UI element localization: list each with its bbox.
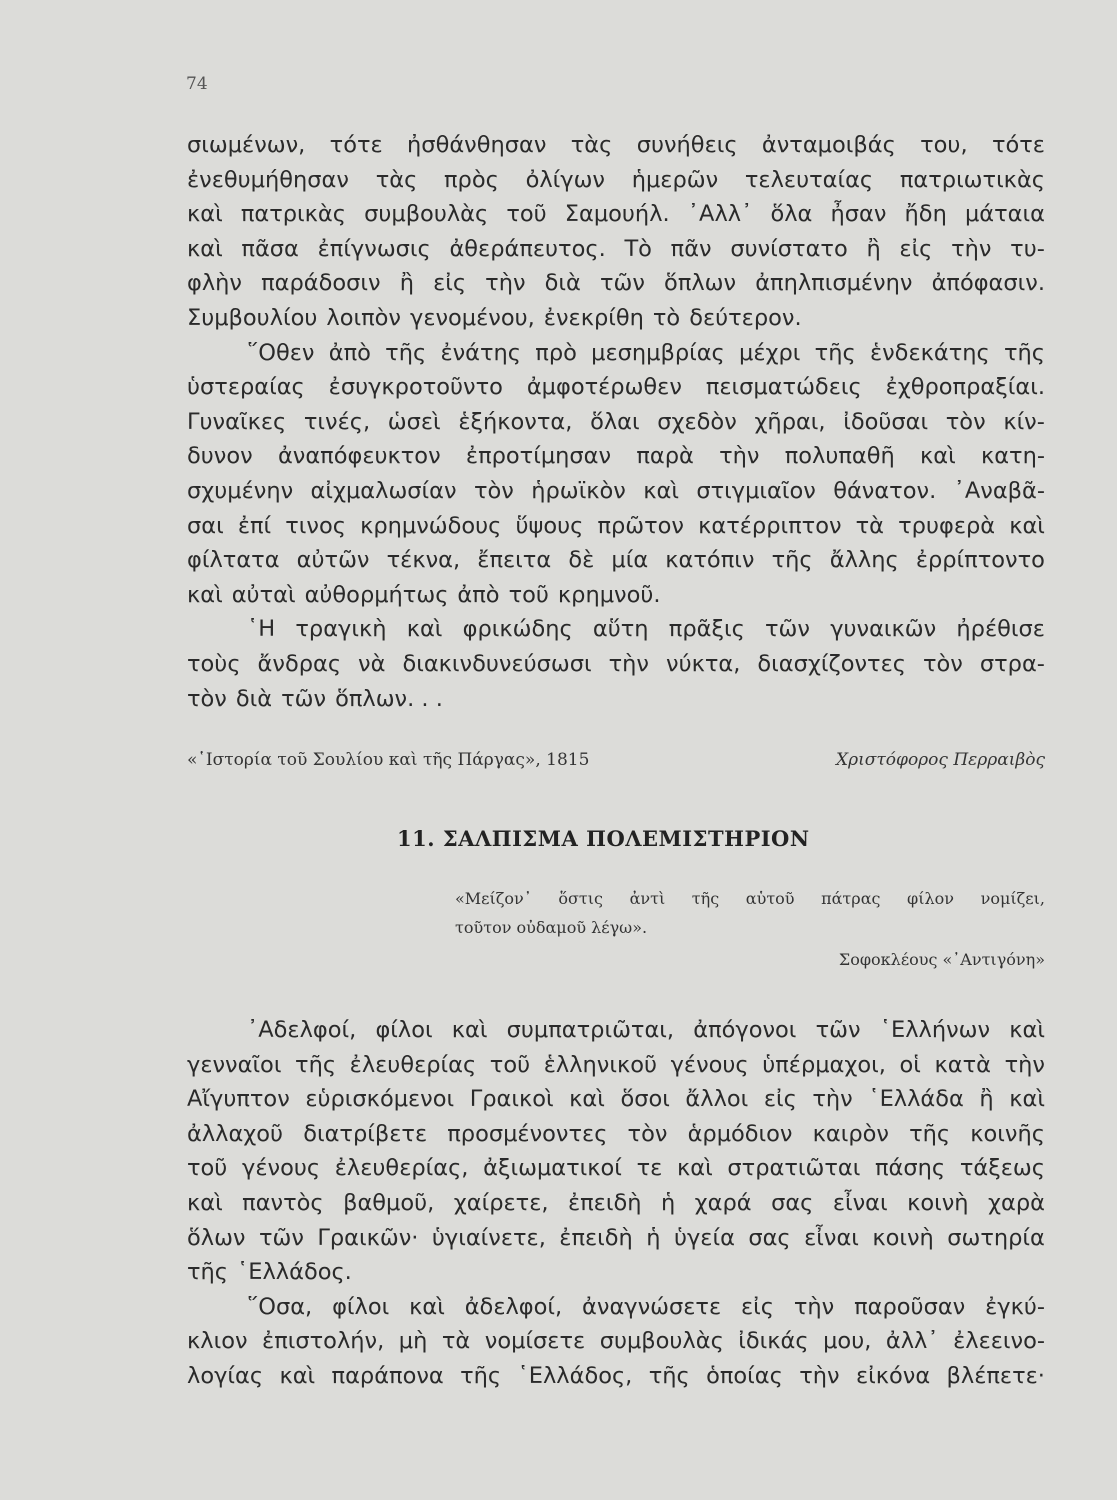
word: τὸν (627, 1120, 668, 1147)
page-number: 74 (186, 74, 208, 94)
word: ἔπειτα (477, 547, 552, 574)
word: ἐλευθερίας, (334, 1155, 469, 1182)
text-line (187, 1290, 1045, 1325)
word: ἀλλαχοῦ (187, 1120, 284, 1147)
word: ἐνεθυμήθησαν (187, 166, 349, 193)
text-line (187, 266, 1045, 301)
word: τοῦ (506, 201, 547, 228)
text-line (187, 1186, 1045, 1221)
text-line (187, 1013, 1045, 1048)
word: καὶ (451, 1017, 488, 1043)
word: ὡσεὶ (387, 408, 441, 435)
word: καὶ (1009, 1017, 1045, 1043)
word: πεισματώδεις (705, 374, 862, 401)
word: τρυφερὰ (898, 512, 996, 539)
text-line (187, 682, 1045, 717)
word: κίν- (1003, 408, 1045, 435)
text-line (187, 612, 1045, 647)
word: παράπονα (331, 1362, 444, 1389)
word: γενναῖοι (187, 1051, 282, 1078)
paragraph-block-1 (187, 128, 1045, 716)
word: τὴν (719, 443, 760, 470)
word: ἢ (866, 235, 881, 262)
word: εἶναι (832, 1189, 888, 1216)
word: παράδοσιν (261, 270, 381, 297)
word: καὶ (920, 443, 956, 470)
word: πᾶσα (241, 235, 299, 262)
word: ἀθεράπευτος. (449, 235, 606, 262)
word: παρὰ (636, 443, 694, 470)
word: ἀπηλπισμένην (755, 270, 913, 297)
word: σχυμένην (187, 477, 294, 504)
word: Σαμουήλ. (564, 201, 670, 228)
word: τὸν (187, 685, 227, 712)
word: χῆραι, (754, 408, 826, 435)
word: ἐχθροπραξίαι. (885, 374, 1045, 401)
word: ᾿Αναβᾶ- (953, 477, 1045, 504)
word: εἰκόνα (855, 1362, 931, 1389)
word: πάτρας (821, 889, 881, 908)
word: ἑλληνικοῦ (543, 1051, 657, 1078)
word: ἐρρίπτοντο (915, 547, 1045, 574)
word: τῆς (909, 1120, 951, 1147)
word: εὑρισκόμενοι (305, 1086, 455, 1113)
word: κατη- (980, 443, 1045, 470)
word: ἀξιωματικοί (483, 1155, 622, 1182)
word: χαρά (694, 1189, 752, 1216)
word: πολυπαθῆ (784, 443, 895, 470)
word: πρὸ (535, 339, 577, 366)
epigraph-line-2: τοῦτον οὐδαμοῦ λέγω». (455, 918, 648, 937)
word: κλιον (187, 1328, 248, 1355)
word: τὴν (485, 270, 526, 297)
word: ἀδελφοί, (464, 1293, 563, 1320)
word: ῾Η (247, 616, 276, 643)
word: σας (771, 1189, 814, 1216)
word: ῾Ελλάδα (868, 1086, 964, 1113)
word: καὶ (1009, 512, 1045, 539)
word: χαίρετε, (453, 1189, 549, 1216)
word: τῆς (460, 1362, 502, 1389)
word: τῶν (765, 616, 810, 643)
word: μάταια (964, 201, 1045, 228)
word: ἀναπόφευκτον (277, 443, 441, 470)
word: καὶ (187, 235, 223, 262)
text-line (187, 1359, 1045, 1394)
word: τὰς (570, 132, 613, 158)
word: τῶν (815, 1017, 861, 1043)
word: τοῦ (508, 581, 549, 608)
text-line (187, 1324, 1045, 1359)
word: τυ- (1010, 235, 1045, 262)
word: νὰ (358, 650, 386, 677)
word: γένους (242, 1155, 321, 1182)
word: ἡμερῶν (631, 166, 719, 193)
word: ἀπὸ (328, 339, 371, 366)
word: γυναικῶν (830, 616, 937, 643)
word: ᾿Αλλ᾿ (687, 201, 753, 228)
word: ἐνεκρίθη (543, 304, 644, 331)
text-line (187, 405, 1045, 440)
word: βλέπετε· (946, 1362, 1045, 1389)
word: κρημνώδους (360, 512, 502, 539)
word: ὑγεία (673, 1224, 735, 1251)
word: ὅπλων (664, 270, 737, 297)
word: κοινὴ (872, 1224, 934, 1251)
word: αἰχμαλωσίαν (310, 477, 457, 504)
word: συνήθεις (636, 132, 738, 158)
word: οἱ (899, 1051, 921, 1078)
word: στιγμιαῖον (696, 477, 816, 504)
epigraph-line-1 (455, 884, 1045, 913)
word: τῆς (385, 339, 427, 366)
word: νομίζει, (980, 889, 1045, 908)
word: συμβουλὰς (599, 1328, 724, 1355)
word: αὕτη (592, 616, 649, 643)
word: ἄλλοι (685, 1086, 749, 1113)
word: φίλοι (332, 1293, 390, 1320)
word: διατρίβετε (303, 1120, 428, 1147)
word: ἐπροτίμησαν (465, 443, 612, 470)
word: τραγικὴ (295, 616, 387, 643)
word: νύκτα, (666, 650, 741, 677)
word: καὶ (187, 581, 223, 608)
word: ἄλλης (829, 547, 899, 574)
word: ἑξήκοντα, (458, 408, 573, 435)
word: ἡ (646, 1224, 661, 1251)
word: τοὺς (187, 650, 241, 677)
word: του, (920, 132, 968, 158)
word: πᾶν (670, 235, 712, 262)
word: τὸ (652, 304, 681, 331)
word: σιωμένων, (187, 132, 306, 158)
word: ῾Ελλήνων (879, 1017, 991, 1043)
word: ἢ (399, 270, 414, 297)
word: καὶ (406, 616, 443, 643)
word: ἢ (979, 1086, 994, 1113)
word: κατὰ (934, 1051, 991, 1078)
text-line (187, 578, 1045, 613)
word: ὀλίγων (525, 166, 605, 193)
word: καὶ (409, 1293, 445, 1320)
word: πρὸς (444, 166, 499, 193)
word: μεσημβρίας (591, 339, 725, 366)
word: ἦσαν (830, 201, 887, 228)
word: τῆς (1003, 339, 1045, 366)
word: συμπατριῶται, (506, 1017, 675, 1043)
text-line (187, 163, 1045, 198)
word: ἠσθάνθησαν (407, 132, 547, 158)
epigraph-source: Σοφοκλέους «᾿Αντιγόνη» (838, 950, 1045, 969)
word: νομίσετε (484, 1328, 586, 1355)
word: ἀμφοτέρωθεν (526, 374, 682, 401)
word: αὑτοῦ (745, 889, 795, 908)
word: Συμβουλίου (187, 304, 318, 331)
word: ἐγκύ- (985, 1293, 1045, 1320)
word: Γυναῖκες (187, 408, 287, 435)
word: αὐταὶ (231, 581, 296, 608)
word: φρικώδης (462, 616, 573, 643)
word: κρημνοῦ. (557, 581, 661, 608)
word: σαι (187, 512, 224, 539)
word: γενομένου, (410, 304, 535, 331)
word: τῆς (771, 547, 813, 574)
word: Γραικῶν· (317, 1224, 419, 1251)
word: ἀλλ᾿ (885, 1328, 939, 1355)
word: ἐλευθερίας (349, 1051, 477, 1078)
word: κοινῆς (970, 1120, 1045, 1147)
word: θάνατον. (833, 477, 937, 504)
word: ῞Οθεν (247, 339, 315, 366)
word: καὶ (643, 477, 679, 504)
text-line (187, 1255, 1045, 1290)
word: τάξεως (959, 1155, 1045, 1182)
word: διὰ (544, 270, 581, 297)
word: ᾿Αδελφοί, (247, 1017, 357, 1043)
word: ὑγιαίνετε, (431, 1224, 546, 1251)
word: λοιπὸν (326, 304, 401, 331)
word: διασχίζοντες (757, 650, 906, 677)
word: τοῦ (489, 1051, 531, 1078)
word: ἡ (660, 1189, 676, 1216)
word: ἐνάτης (440, 339, 522, 366)
word: ὅλαι (590, 408, 640, 435)
word: ὁποίας (706, 1362, 783, 1389)
word: ἰδοῦσαι (843, 408, 929, 435)
text-line (187, 474, 1045, 509)
word: τὴν (799, 1362, 840, 1389)
word: ἀνταμοιβάς (761, 132, 896, 158)
word: Αἴγυπτον (187, 1086, 290, 1113)
word: δεύτερον. (689, 304, 802, 331)
word: τότε (329, 132, 383, 158)
word: εἰς (763, 1086, 797, 1113)
word: μὴ (398, 1328, 428, 1355)
word: συνίστατο (730, 235, 848, 262)
word: τὰς (375, 166, 418, 193)
word: δὲ (568, 547, 595, 574)
citation (187, 750, 1045, 770)
word: ῾Ελλάδος, (517, 1362, 633, 1389)
word: σωτηρία (947, 1224, 1045, 1251)
word: ὑπέρμαχοι, (762, 1051, 886, 1078)
word: πατρικὰς (240, 201, 346, 228)
section-title: 11. ΣΑΛΠΙΣΜΑ ΠΟΛΕΜΙΣΤΗΡΙΟΝ (397, 826, 810, 851)
word: ἄνδρας (257, 650, 342, 677)
word: ἡρωϊκὸν (531, 477, 626, 504)
word: φίλον (907, 889, 955, 908)
word: σας (748, 1224, 791, 1251)
word: φλὴν (187, 270, 242, 297)
word: κοινὴ (907, 1189, 969, 1216)
word: τῆς (187, 1259, 229, 1286)
word: τῆς (648, 1362, 690, 1389)
word: τέκνα, (386, 547, 461, 574)
word: τῆς (691, 889, 720, 908)
word: ἀπόγονοι (693, 1017, 797, 1043)
word: τῆς (295, 1051, 337, 1078)
text-line (187, 1048, 1045, 1083)
word: ὅλων (187, 1224, 246, 1251)
word: εἰς (433, 270, 467, 297)
word: τὸν (922, 650, 963, 677)
word: τὴν (1004, 1051, 1045, 1078)
word: τὸν (473, 477, 514, 504)
word: καὶ (1009, 1086, 1045, 1113)
word: καιρὸν (812, 1120, 889, 1147)
word: ἀναγνώσετε (582, 1293, 722, 1320)
word: πατριωτικὰς (899, 166, 1045, 193)
word: ἐπί (237, 512, 272, 539)
word: ὅσοι (620, 1086, 670, 1113)
text-line (187, 128, 1045, 163)
word: κατέρριπτον (698, 512, 842, 539)
word: ἐσυγκροτοῦντο (328, 374, 503, 401)
word: ῞Οσα, (247, 1293, 313, 1320)
word: εἰς (899, 235, 933, 262)
text-line (187, 509, 1045, 544)
word: μου, (823, 1328, 872, 1355)
word: καὶ (569, 1086, 605, 1113)
word: ὅστις (558, 889, 603, 908)
paragraph-block-2 (187, 1013, 1045, 1394)
word: Τὸ (624, 235, 652, 262)
text-line (187, 197, 1045, 232)
word: καὶ (187, 201, 223, 228)
word: καὶ (279, 1362, 316, 1389)
word: τότε (991, 132, 1045, 158)
word: τῶν (281, 685, 327, 712)
citation-author: Χριστόφορος Περραιβὸς (836, 750, 1045, 770)
word: ἀπόφασιν. (931, 270, 1045, 297)
word: κατόπιν (665, 547, 755, 574)
word: φίλτατα (187, 547, 280, 574)
word: γένους (670, 1051, 749, 1078)
word: πάσης (875, 1155, 946, 1182)
word: παροῦσαν (854, 1293, 966, 1320)
word: τελευταίας (744, 166, 874, 193)
word: καὶ (677, 1155, 713, 1182)
text-line (187, 647, 1045, 682)
word: ὅπλων. . . (335, 685, 443, 712)
word: ῾Ελλάδος. (237, 1259, 352, 1286)
word: στρα- (979, 650, 1045, 677)
text-line (187, 1082, 1045, 1117)
word: ἑνδεκάτης (869, 339, 990, 366)
word: τινος (285, 512, 346, 539)
word: εἰς (741, 1293, 774, 1320)
word: τὴν (951, 235, 992, 262)
word: Γραικοὶ (469, 1086, 554, 1113)
word: βαθμοῦ, (343, 1189, 435, 1216)
word: παντὸς (242, 1189, 324, 1216)
word: τῆς (814, 339, 856, 366)
word: τὴν (812, 1086, 853, 1113)
word: συμβουλὰς (364, 201, 489, 228)
word: χαρὰ (988, 1189, 1045, 1216)
word: ἠρέθισε (956, 616, 1045, 643)
word: αὐθορμήτως (304, 581, 449, 608)
word: τὰ (855, 512, 885, 539)
word: ἁρμόδιον (687, 1120, 793, 1147)
word: πρᾶξις (668, 616, 745, 643)
word: εἶναι (804, 1224, 859, 1251)
word: ὕψους (515, 512, 584, 539)
word: ἐπειδὴ (559, 1224, 633, 1251)
word: τῶν (258, 1224, 304, 1251)
word: ὑστεραίας (187, 374, 305, 401)
word: αὐτῶν (296, 547, 370, 574)
word: ἐπίγνωσις (317, 235, 431, 262)
word: ἐλεεινο- (953, 1328, 1045, 1355)
text-line (187, 1151, 1045, 1186)
word: διὰ (235, 685, 273, 712)
word: «Μείζον᾿ (455, 889, 532, 908)
word: ὅλα (770, 201, 813, 228)
citation-source: «῾Ιστορία τοῦ Σουλίου καὶ τῆς Πάργας», 1815 (187, 750, 590, 770)
word: τῶν (599, 270, 645, 297)
word: στρατιῶται (727, 1155, 861, 1182)
word: λογίας (187, 1362, 264, 1389)
text-line (187, 1117, 1045, 1152)
text-line (187, 1221, 1045, 1256)
word: ἐπειδὴ (567, 1189, 642, 1216)
word: μέχρι (739, 339, 801, 366)
word: τοῦ (187, 1155, 228, 1182)
word: τὴν (608, 650, 649, 677)
word: ἤδη (904, 201, 947, 228)
word: τὴν (793, 1293, 835, 1320)
word: σχεδὸν (657, 408, 737, 435)
word: ἐπιστολήν, (262, 1328, 385, 1355)
word: τὸν (945, 408, 986, 435)
text-line (187, 439, 1045, 474)
word: ἰδικάς (738, 1328, 809, 1355)
word: καὶ (187, 1189, 223, 1216)
word: ἀπὸ (457, 581, 500, 608)
word: τινές, (303, 408, 371, 435)
text-line (187, 370, 1045, 405)
word: πρῶτον (597, 512, 685, 539)
word: δυνον (187, 443, 253, 470)
word: ἀντὶ (629, 889, 666, 908)
text-line (187, 336, 1045, 371)
word: προσμένοντες (447, 1120, 608, 1147)
text-line (187, 543, 1045, 578)
word: φίλοι (375, 1017, 433, 1043)
word: μία (611, 547, 649, 574)
epigraph (455, 884, 1045, 969)
word: τὰ (441, 1328, 471, 1355)
word: τε (636, 1155, 663, 1182)
text-line (187, 232, 1045, 267)
word: διακινδυνεύσωσι (402, 650, 592, 677)
text-line (187, 301, 1045, 336)
